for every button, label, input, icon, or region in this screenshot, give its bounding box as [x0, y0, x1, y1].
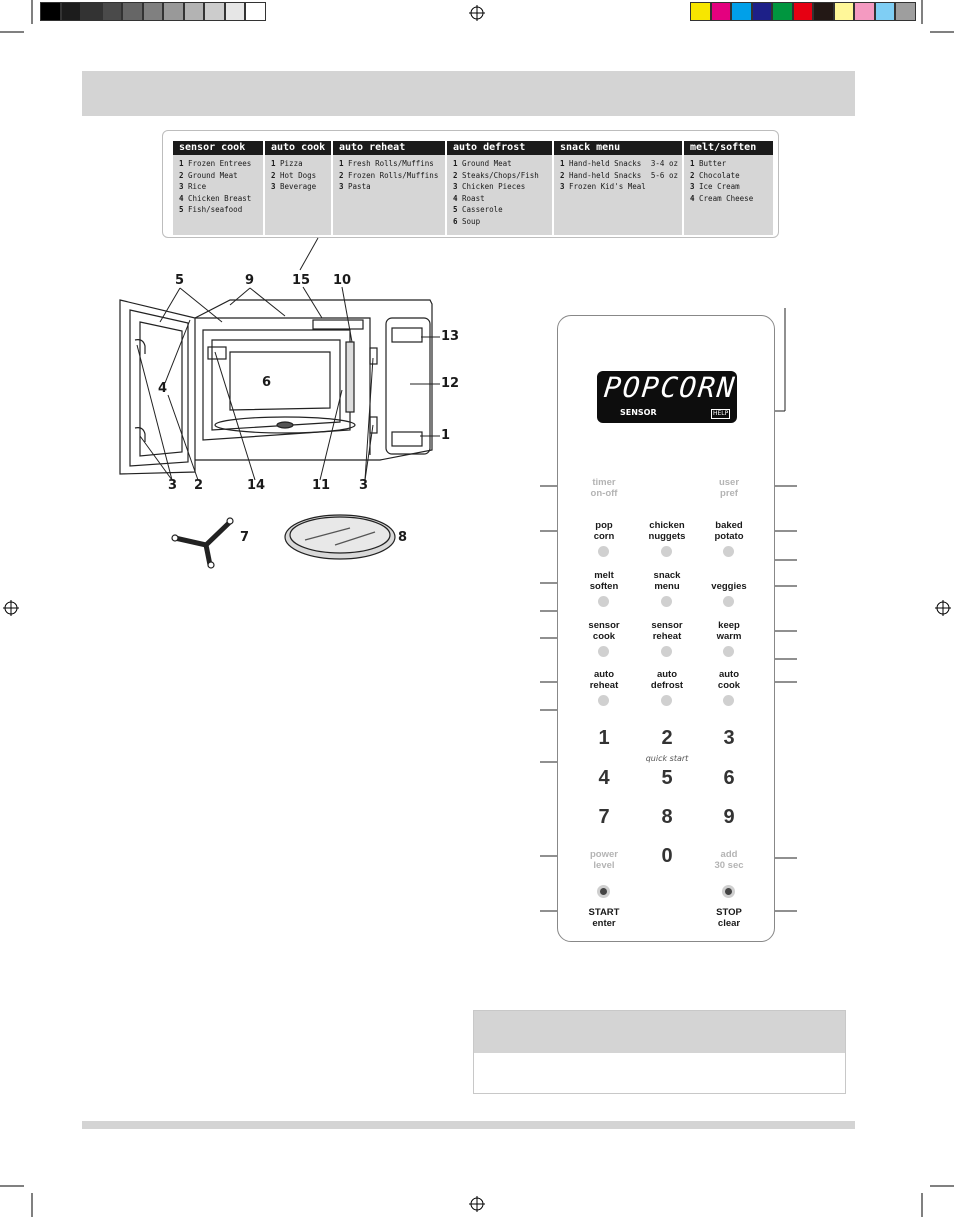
- timer-on-off-button[interactable]: timer on-off: [590, 477, 618, 499]
- melt-soften-button[interactable]: melt soften: [589, 570, 619, 592]
- sensor-reheat-button[interactable]: sensor reheat: [651, 620, 683, 642]
- auto-defrost-indicator: [661, 695, 672, 706]
- callout-15: 15: [292, 273, 311, 288]
- callout-9: 9: [245, 273, 255, 288]
- guide-column-title: auto cook: [265, 141, 331, 155]
- chicken-nuggets-button[interactable]: chicken nuggets: [648, 520, 686, 542]
- auto-reheat-indicator: [598, 695, 609, 706]
- veggies-button[interactable]: veggies: [711, 581, 747, 592]
- guide-column-title: auto defrost: [447, 141, 552, 155]
- callout-10: 10: [333, 273, 352, 288]
- callout-3b: 3: [359, 478, 369, 493]
- popcorn-indicator: [598, 546, 609, 557]
- guide-item-size: 3-4 oz: [650, 159, 678, 168]
- callout-7: 7: [240, 530, 250, 545]
- guide-item-number: 3: [690, 182, 695, 192]
- guide-item-number: 2: [179, 170, 184, 180]
- guide-item-number: 2: [560, 170, 565, 180]
- guide-item-number: 1: [271, 159, 276, 168]
- guide-item-number: 2: [690, 170, 695, 180]
- guide-item-text: Butter: [694, 159, 727, 168]
- guide-item-text: Hand-held Snacks: [564, 170, 642, 180]
- auto-cook-indicator: [723, 695, 734, 706]
- callout-14: 14: [247, 478, 266, 493]
- guide-item-number: 5: [453, 205, 458, 215]
- guide-item-text: Frozen Rolls/Muffins: [343, 170, 439, 180]
- guide-item-number: 3: [560, 182, 565, 192]
- guide-item-number: 1: [560, 159, 565, 168]
- callout-2: 2: [194, 478, 204, 493]
- guide-column-title: melt/soften: [684, 141, 773, 155]
- power-level-button[interactable]: power level: [590, 849, 618, 871]
- snack-menu-button[interactable]: snack menu: [653, 570, 681, 592]
- display-sensor-indicator: SENSOR: [620, 408, 657, 417]
- callout-3: 3: [168, 478, 178, 493]
- user-pref-button[interactable]: user pref: [718, 477, 740, 499]
- guide-item-number: 1: [453, 159, 458, 168]
- digit-2-button[interactable]: 2: [661, 727, 673, 749]
- guide-item-text: Ground Meat: [183, 170, 238, 180]
- guide-item-text: Soup: [457, 216, 481, 226]
- digit-9-button[interactable]: 9: [723, 806, 735, 828]
- guide-item-number: 3: [453, 182, 458, 192]
- guide-item-text: Frozen Entrees: [183, 159, 252, 168]
- guide-column-title: snack menu: [554, 141, 682, 155]
- guide-item-text: Fish/seafood: [183, 205, 243, 215]
- guide-item-text: Frozen Kid's Meal: [564, 182, 646, 192]
- veggies-indicator: [723, 596, 734, 607]
- callout-8: 8: [398, 530, 408, 545]
- melt-soften-indicator: [598, 596, 609, 607]
- popcorn-button[interactable]: pop corn: [593, 520, 615, 542]
- guide-item-text: Chicken Breast: [183, 193, 252, 203]
- guide-item-number: 1: [179, 159, 184, 168]
- guide-item-text: Hot Dogs: [275, 170, 317, 180]
- start-indicator: [597, 885, 610, 898]
- digit-6-button[interactable]: 6: [723, 767, 735, 789]
- chicken-nuggets-indicator: [661, 546, 672, 557]
- digit-5-button[interactable]: 5: [661, 767, 673, 789]
- quick-start-label: quick start: [645, 754, 689, 763]
- guide-item-text: Fresh Rolls/Muffins: [343, 159, 434, 168]
- baked-potato-indicator: [723, 546, 734, 557]
- callout-12: 12: [441, 376, 460, 391]
- guide-item-number: 2: [339, 170, 344, 180]
- guide-item-number: 6: [453, 216, 458, 226]
- callout-13: 13: [441, 329, 460, 344]
- digit-3-button[interactable]: 3: [723, 727, 735, 749]
- note-box-header: [474, 1011, 845, 1053]
- guide-item-text: Casserole: [457, 205, 503, 215]
- digit-1-button[interactable]: 1: [598, 727, 610, 749]
- guide-column-title: sensor cook: [173, 141, 263, 155]
- guide-item-number: 2: [271, 170, 276, 180]
- callout-11: 11: [312, 478, 331, 493]
- keep-warm-button[interactable]: keep warm: [716, 620, 742, 642]
- stop-indicator: [722, 885, 735, 898]
- guide-item-number: 3: [271, 182, 276, 192]
- baked-potato-button[interactable]: baked potato: [714, 520, 744, 542]
- guide-item-text: Chocolate: [694, 170, 740, 180]
- snack-menu-indicator: [661, 596, 672, 607]
- add-30-sec-button[interactable]: add 30 sec: [714, 849, 744, 871]
- guide-item-text: Ice Cream: [694, 182, 740, 192]
- digit-8-button[interactable]: 8: [661, 806, 673, 828]
- sensor-reheat-indicator: [661, 646, 672, 657]
- guide-item-number: 3: [179, 182, 184, 192]
- guide-item-size: 5-6 oz: [650, 170, 678, 180]
- auto-reheat-button[interactable]: auto reheat: [589, 669, 619, 691]
- guide-item-text: Steaks/Chops/Fish: [457, 170, 539, 180]
- guide-item-number: 1: [339, 159, 344, 168]
- guide-item-number: 2: [453, 170, 458, 180]
- guide-item-text: Chicken Pieces: [457, 182, 526, 192]
- guide-item-number: 5: [179, 205, 184, 215]
- guide-item-number: 1: [690, 159, 695, 168]
- callout-1: 1: [441, 428, 451, 443]
- guide-item-number: 4: [690, 193, 695, 203]
- keep-warm-indicator: [723, 646, 734, 657]
- guide-item-text: Roast: [457, 193, 485, 203]
- callout-4: 4: [158, 381, 168, 396]
- guide-column-title: auto reheat: [333, 141, 445, 155]
- stop-clear-button[interactable]: STOP clear: [716, 907, 742, 929]
- sensor-cook-indicator: [598, 646, 609, 657]
- digit-0-button[interactable]: 0: [661, 845, 673, 867]
- auto-cook-button[interactable]: auto cook: [717, 669, 741, 691]
- guide-item-number: 4: [179, 193, 184, 203]
- guide-item-number: 4: [453, 193, 458, 203]
- guide-item-number: 3: [339, 182, 344, 192]
- display-help-indicator: HELP: [713, 410, 729, 417]
- callout-5: 5: [175, 273, 185, 288]
- auto-defrost-button[interactable]: auto defrost: [650, 669, 684, 691]
- guide-item-text: Beverage: [275, 182, 317, 192]
- sensor-cook-button[interactable]: sensor cook: [588, 620, 620, 642]
- guide-item-text: Rice: [183, 182, 207, 192]
- callout-6: 6: [262, 375, 272, 390]
- guide-item-text: Ground Meat: [457, 159, 512, 168]
- guide-item-text: Pasta: [343, 182, 371, 192]
- digit-4-button[interactable]: 4: [598, 767, 610, 789]
- guide-item-text: Hand-held Snacks: [564, 159, 642, 168]
- display-readout: POPCORN: [602, 371, 738, 404]
- guide-item-text: Pizza: [275, 159, 303, 168]
- guide-item-text: Cream Cheese: [694, 193, 754, 203]
- digit-7-button[interactable]: 7: [598, 806, 610, 828]
- start-enter-button[interactable]: START enter: [588, 907, 620, 929]
